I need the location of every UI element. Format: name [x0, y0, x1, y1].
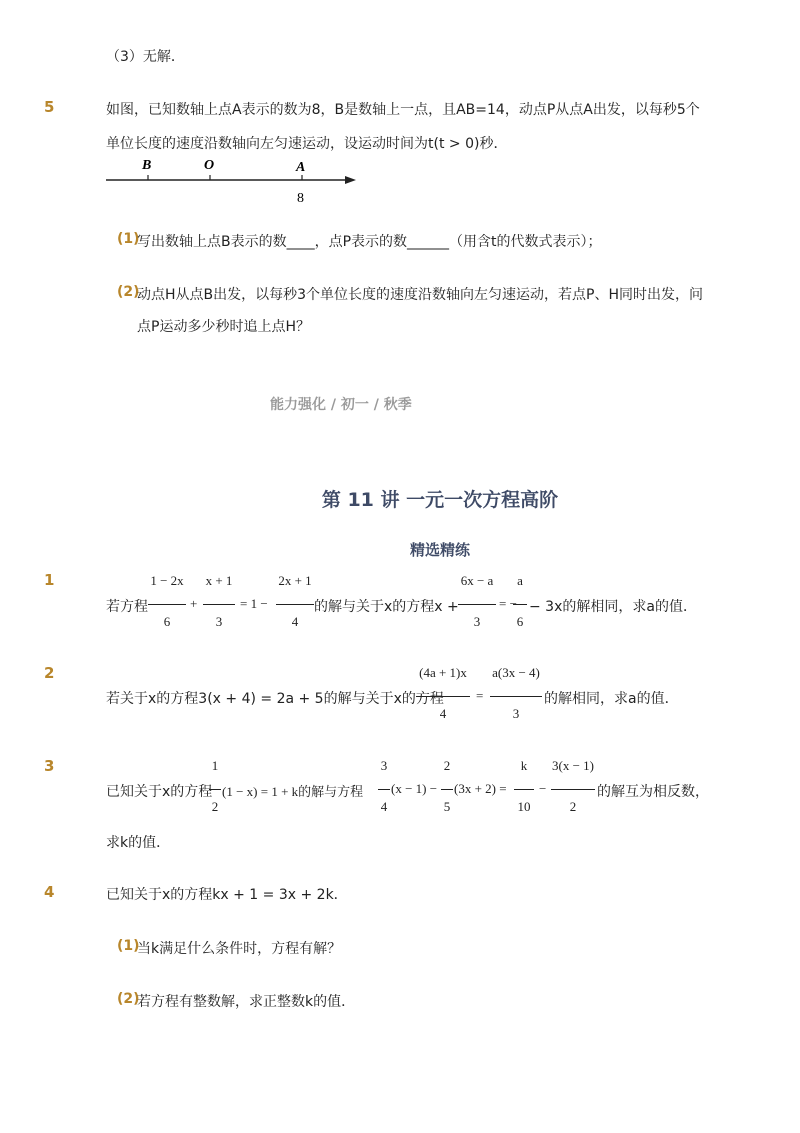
- p1-frac3-denominator: 4: [291, 614, 299, 629]
- p3-frac2-denominator: 4: [380, 799, 388, 814]
- p1-equals: = 1 −: [240, 596, 268, 611]
- page-footer: 能力强化 / 初一 / 秋季: [270, 397, 412, 413]
- label-o: O: [204, 158, 215, 173]
- p3-text-start: 已知关于x的方程: [106, 784, 213, 800]
- p3-frac4-bar: [514, 789, 534, 790]
- p1-plus: +: [190, 596, 198, 611]
- label-a: A: [296, 160, 306, 175]
- number-line-arrow: [345, 176, 356, 184]
- p1-frac5-bar: [513, 604, 527, 605]
- p2-text-end: 的解相同，求a的值．: [544, 691, 679, 707]
- p1-text-start: 若方程: [106, 599, 148, 615]
- p1-frac4-numerator: 6x − a: [460, 573, 494, 588]
- p1-frac2-numerator: x + 1: [205, 573, 233, 588]
- p3-frac5-bar: [551, 789, 595, 790]
- problem5-q2-line2: 点P运动多少秒时追上点H？: [137, 319, 310, 335]
- p1-frac3-bar: [276, 604, 314, 605]
- p2-frac1-bar: [416, 696, 470, 697]
- p3-frac3-denominator: 5: [443, 799, 451, 814]
- p1-frac2-denominator: 3: [215, 614, 223, 629]
- p2-frac1-numerator: (4a + 1)x: [419, 665, 467, 680]
- problem5-line1: 如图，已知数轴上点A表示的数为8，B是数轴上一点，且AB=14，动点P从点A出发，以每秒5个: [106, 102, 700, 118]
- p4-q1-label: (1): [117, 938, 140, 954]
- p3-frac2-bar: [378, 789, 390, 790]
- p4-text: 已知关于x的方程kx + 1 = 3x + 2k．: [106, 887, 348, 903]
- p1-equals-minus: = −: [499, 596, 517, 611]
- p1-frac4-denominator: 3: [473, 614, 481, 629]
- problem5-line2: 单位长度的速度沿数轴向左匀速运动，设运动时间为t(t > 0)秒．: [106, 136, 508, 152]
- p3-text-4: (3x + 2) =: [454, 781, 507, 796]
- p3-frac2-numerator: 3: [380, 758, 388, 773]
- problem-number-5: 5: [44, 98, 55, 116]
- p1-frac4-bar: [458, 604, 496, 605]
- label-b: B: [142, 158, 152, 173]
- p2-frac2-bar: [490, 696, 542, 697]
- p4-q2-label: (2): [117, 991, 140, 1007]
- p1-frac1-numerator: 1 − 2x: [150, 573, 184, 588]
- p2-frac2-numerator: a(3x − 4): [492, 665, 540, 680]
- p1-frac3-numerator: 2x + 1: [278, 573, 312, 588]
- p3-line2: 求k的值．: [106, 835, 171, 851]
- p3-frac1-denominator: 2: [211, 799, 219, 814]
- problem5-q2-label: (2): [117, 284, 140, 300]
- p1-frac1-denominator: 6: [163, 614, 171, 629]
- p4-q1-text: 当k满足什么条件时，方程有解？: [137, 941, 342, 957]
- p3-frac5-numerator: 3(x − 1): [552, 758, 594, 773]
- p1-text-end: − 3x的解相同，求a的值．: [529, 599, 697, 615]
- p1-frac5-denominator: 6: [516, 614, 524, 629]
- p3-frac3-numerator: 2: [443, 758, 451, 773]
- problem5-q1-text: 写出数轴上点B表示的数____，点P表示的数______（用含t的代数式表示）；: [137, 234, 602, 250]
- p3-minus: −: [539, 781, 547, 796]
- p3-text-2: (1 − x) = 1 + k的解与方程: [222, 784, 364, 799]
- p2-text-start: 若关于x的方程3(x + 4) = 2a + 5的解与关于x的方程: [106, 691, 444, 707]
- p3-frac1-bar: [209, 789, 221, 790]
- p2-frac1-denominator: 4: [439, 706, 447, 721]
- p3-frac4-numerator: k: [520, 758, 528, 773]
- p1-text-middle: 的解与关于x的方程x +: [314, 599, 459, 615]
- problem-number-2: 2: [44, 664, 55, 682]
- value-a: 8: [297, 191, 304, 206]
- p3-text-end: 的解互为相反数，: [597, 784, 709, 800]
- p3-frac5-denominator: 2: [569, 799, 577, 814]
- p1-frac2-bar: [203, 604, 235, 605]
- p3-frac4-denominator: 10: [517, 799, 531, 814]
- p4-q2-text: 若方程有整数解，求正整数k的值．: [137, 994, 356, 1010]
- p2-frac2-denominator: 3: [512, 706, 520, 721]
- problem5-q1-label: (1): [117, 231, 140, 247]
- p3-text-3: (x − 1) −: [391, 781, 438, 796]
- number-line-figure: [100, 152, 370, 208]
- lecture-title: 第 11 讲 一元一次方程高阶: [321, 489, 559, 511]
- problem-number-3: 3: [44, 757, 55, 775]
- problem-number-1: 1: [44, 571, 55, 589]
- p3-frac3-bar: [441, 789, 453, 790]
- p1-frac1-bar: [148, 604, 186, 605]
- section-subtitle: 精选精练: [409, 541, 470, 559]
- problem-number-4: 4: [44, 883, 55, 901]
- previous-answer-text: （3）无解．: [106, 49, 185, 65]
- problem5-q2-line1: 动点H从点B出发，以每秒3个单位长度的速度沿数轴向左匀速运动，若点P、H同时出发，问: [137, 287, 704, 303]
- p2-equals: =: [476, 688, 484, 703]
- p3-frac1-numerator: 1: [211, 758, 219, 773]
- p1-frac5-numerator: a: [517, 573, 523, 588]
